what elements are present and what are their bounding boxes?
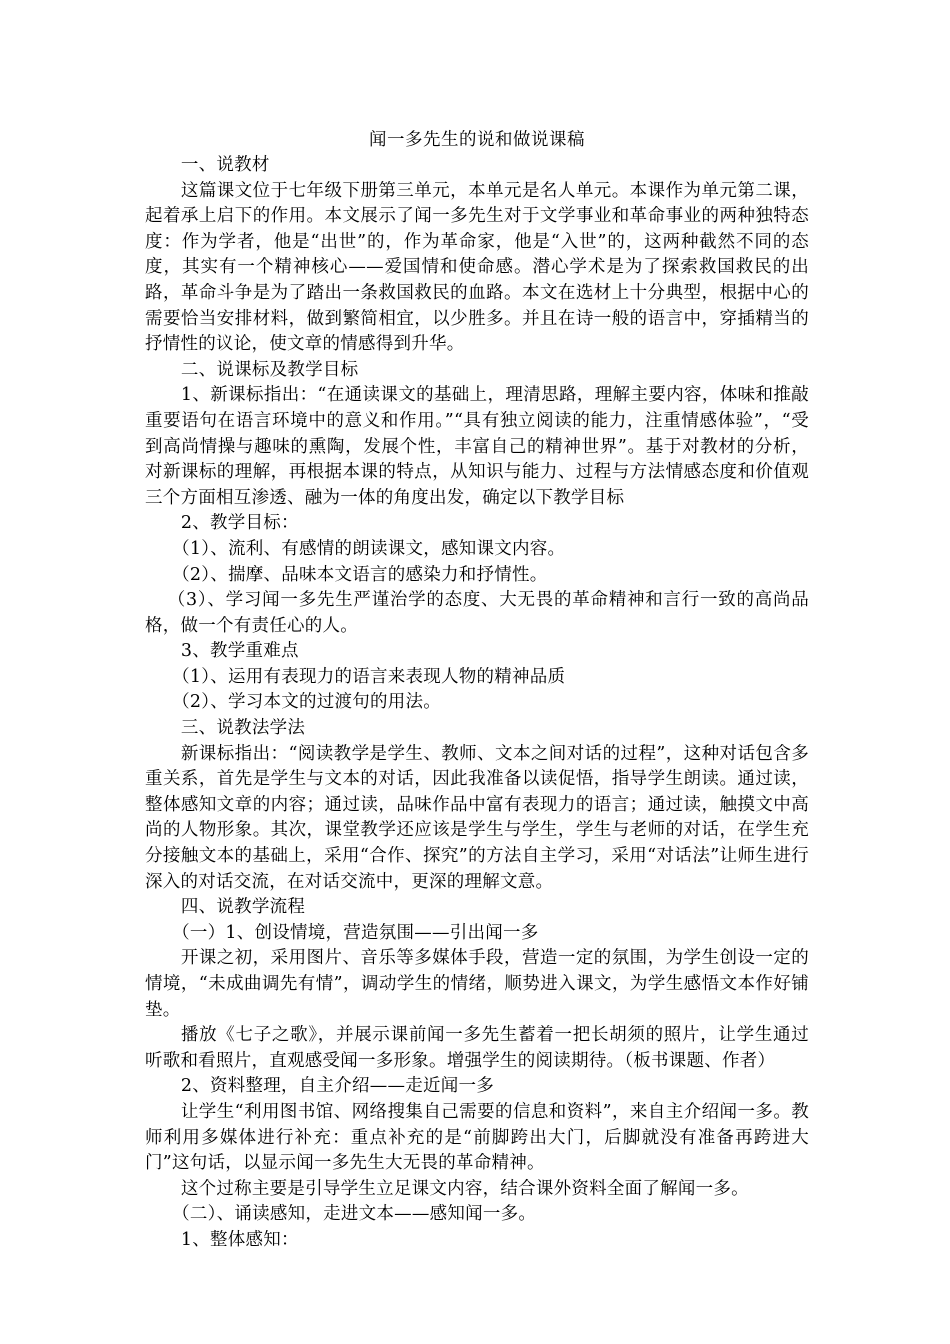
document-page bbox=[145, 127, 809, 1254]
subheading: （二）、诵读感知，走进文本——感知闻一多。 bbox=[172, 1204, 537, 1225]
subheading: 3、教学重难点 bbox=[180, 641, 299, 662]
paragraph: 播放《七子之歌》，并展示课前闻一多先生蓄着一把长胡须的照片，让学生通过听歌和看照片，直观感受闻一多形象。增强学生的阅读期待。（板书课题、作者） bbox=[145, 1025, 809, 1071]
subheading: 2、教学目标： bbox=[180, 513, 299, 534]
list-item: （1）、运用有表现力的语言来表现人物的精神品质 bbox=[172, 666, 566, 687]
section-heading-4: 四、说教学流程 bbox=[180, 897, 306, 918]
subheading: （一）1、创设情境，营造氛围——引出闻一多 bbox=[172, 922, 539, 943]
paragraph: 这篇课文位于七年级下册第三单元，本单元是名人单元。本课作为单元第二课，起着承上启下的作用。本文展示了闻一多先生对于文学事业和革命事业的两种独特态度：作为学者，他是“出世”的，作为革命家，他是“入世”的，这两种截然不同的态度，其实有一个精神核心——爱国情和使命感。潜心学术是为了探索救国救民的出路，革命斗争是为了踏出一条救国救民的血路。本文在选材上十分典型，根据中心的需要恰当安排材料，做到繁简相宜，以少胜多。并且在诗一般的语言中，穿插精当的抒情性的议论，使文章的情感得到升华。 bbox=[145, 180, 809, 355]
paragraph: 让学生“利用图书馆、网络搜集自己需要的信息和资料”，来自主介绍闻一多。教师利用多媒体进行补充：重点补充的是“前脚跨出大门，后脚就没有准备再跨进大门”这句话，以显示闻一多先生大无畏的革命精神。 bbox=[145, 1101, 809, 1174]
list-item: （1）、流利、有感情的朗读课文，感知课文内容。 bbox=[172, 538, 566, 559]
subheading: 2、资料整理，自主介绍——走近闻一多 bbox=[180, 1076, 495, 1097]
document-title: 闻一多先生的说和做说课稿 bbox=[369, 130, 585, 150]
list-item: （2）、揣摩、品味本文语言的感染力和抒情性。 bbox=[172, 564, 548, 585]
subheading: 1、整体感知： bbox=[180, 1229, 299, 1250]
paragraph: 1、新课标指出：“在通读课文的基础上，理清思路，理解主要内容，体味和推敲重要语句在语言环境中的意义和作用。”“具有独立阅读的能力，注重情感体验”，“受到高尚情操与趣味的熏陶，发展个性，丰富自己的精神世界”。基于对教材的分析，对新课标的理解，再根据本课的特点，从知识与能力、过程与方法情感态度和价值观三个方面相互渗透、融为一体的角度出发，确定以下教学目标 bbox=[145, 385, 809, 508]
section-heading-1: 一、说教材 bbox=[180, 155, 270, 175]
paragraph: 开课之初，采用图片、音乐等多媒体手段，营造一定的氛围，为学生创设一定的情境，“未成曲调先有情”，调动学生的情绪，顺势进入课文，为学生感悟文本作好铺垫。 bbox=[145, 948, 809, 1020]
paragraph: 新课标指出：“阅读教学是学生、教师、文本之间对话的过程”，这种对话包含多重关系，首先是学生与文本的对话，因此我准备以读促悟，指导学生朗读。通过读，整体感知文章的内容；通过读，品味作品中富有表现力的语言；通过读，触摸文中高尚的人物形象。其次，课堂教学还应该是学生与学生，学生与老师的对话，在学生充分接触文本的基础上，采用“合作、探究”的方法自主学习，采用“对话法”让师生进行深入的对话交流，在对话交流中，更深的理解文意。 bbox=[145, 743, 809, 892]
list-item: （2）、学习本文的过渡句的用法。 bbox=[172, 692, 442, 713]
paragraph: 这个过称主要是引导学生立足课文内容，结合课外资料全面了解闻一多。 bbox=[180, 1178, 749, 1199]
list-item: （3）、学习闻一多先生严谨治学的态度、大无畏的革命精神和言行一致的高尚品格，做一个有责任心的人。 bbox=[145, 590, 809, 636]
section-heading-3: 三、说教法学法 bbox=[180, 718, 306, 739]
section-heading-2: 二、说课标及教学目标 bbox=[180, 359, 359, 380]
